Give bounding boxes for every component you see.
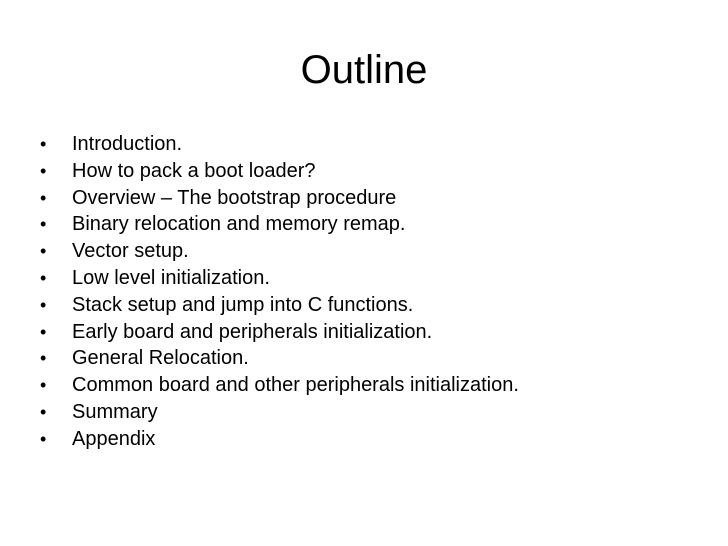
list-item (40, 238, 519, 265)
bullet-icon: • (40, 294, 47, 315)
list-item (40, 399, 519, 426)
list-item-label: General Relocation. (72, 347, 249, 370)
list-item-label: Common board and other peripherals initialization. (72, 374, 519, 397)
outline-list (40, 131, 519, 453)
list-item-label: Summary (72, 400, 158, 423)
list-item (40, 158, 519, 185)
list-item (40, 426, 519, 453)
list-item (40, 372, 519, 399)
bullet-icon: • (40, 321, 47, 342)
list-item-label: Vector setup. (72, 240, 189, 263)
list-item-label: Binary relocation and memory remap. (72, 213, 406, 236)
list-item (40, 345, 519, 372)
list-item (40, 131, 519, 158)
bullet-icon: • (40, 134, 47, 154)
list-item-label: Early board and peripherals initialization. (72, 320, 433, 343)
bullet-icon: • (40, 401, 47, 422)
bullet-icon: • (40, 375, 47, 396)
list-item (40, 292, 519, 319)
list-item-label: Introduction. (72, 133, 183, 155)
list-item (40, 265, 519, 292)
bullet-icon: • (40, 214, 47, 235)
bullet-icon: • (40, 160, 47, 181)
list-item (40, 185, 519, 212)
bullet-icon: • (40, 241, 47, 262)
bullet-icon: • (40, 267, 47, 288)
list-item-label: How to pack a boot loader? (72, 159, 316, 182)
list-item-label: Overview – The bootstrap procedure (72, 186, 397, 209)
bullet-icon: • (40, 348, 47, 369)
list-item-label: Appendix (72, 427, 156, 450)
list-item-label: Low level initialization. (72, 266, 270, 289)
bullet-icon: • (40, 428, 47, 449)
list-item (40, 211, 519, 238)
list-item (40, 319, 519, 346)
slide-title: Outline (300, 48, 428, 92)
list-item-label: Stack setup and jump into C functions. (72, 293, 414, 316)
bullet-icon: • (40, 187, 47, 208)
